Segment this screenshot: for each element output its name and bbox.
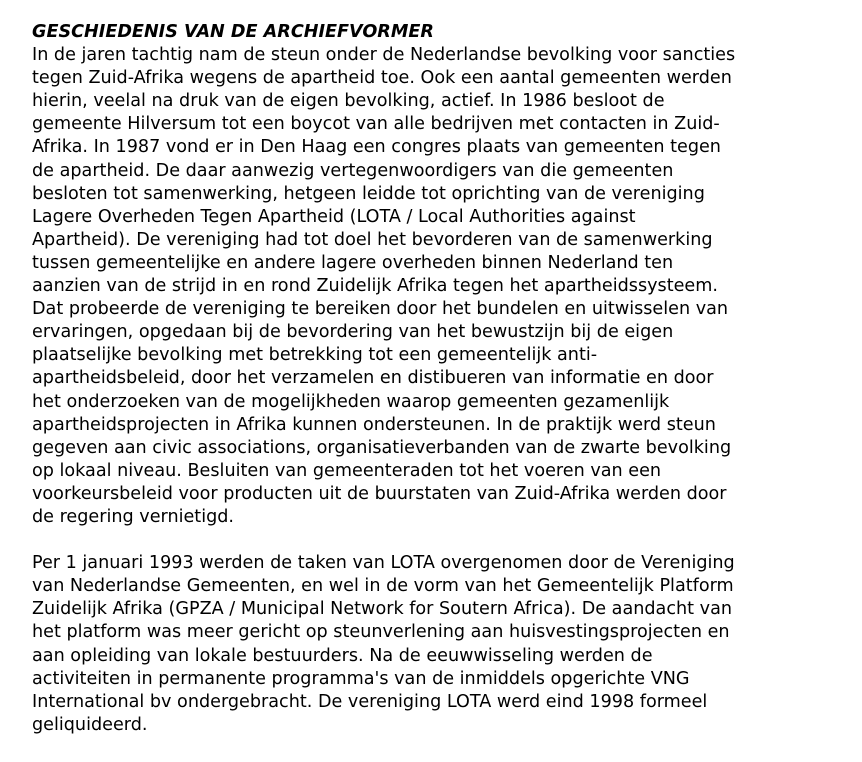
text-line: gemeente Hilversum tot een boycot van alle bedrijven met contacten in Zuid-	[32, 114, 720, 135]
document	[32, 21, 832, 737]
text-line: Afrika. In 1987 vond er in Den Haag een congres plaats van gemeenten tegen	[32, 137, 721, 158]
text-line: aanzien van de strijd in en rond Zuidelijk Afrika tegen het apartheidssysteem.	[32, 276, 718, 297]
text-line: het platform was meer gericht op steunverlening aan huisvestingsprojecten en	[32, 622, 730, 643]
text-line: op lokaal niveau. Besluiten van gemeenteraden tot het voeren van een	[32, 460, 662, 481]
text-line: plaatselijke bevolking met betrekking tot een gemeentelijk anti-	[32, 345, 598, 366]
text-line: Dat probeerde de vereniging te bereiken door het bundelen en uitwisselen van	[32, 299, 729, 320]
text-line: de apartheid. De daar aanwezig vertegenwoordigers van die gemeenten	[32, 160, 674, 181]
text-line: de regering vernietigd.	[32, 506, 235, 527]
text-line: Per 1 januari 1993 werden de taken van LOTA overgenomen door de Vereniging	[32, 553, 735, 574]
text-line: van Nederlandse Gemeenten, en wel in de vorm van het Gemeentelijk Platform	[32, 576, 734, 597]
paragraph-vng-transfer	[32, 552, 832, 737]
text-line: apartheidsprojecten in Afrika kunnen ondersteunen. In de praktijk werd steun	[32, 414, 716, 435]
text-line: besloten tot samenwerking, hetgeen leidde tot oprichting van de vereniging	[32, 183, 705, 204]
text-line: apartheidsbeleid, door het verzamelen en distibueren van informatie en door	[32, 368, 714, 389]
text-line: activiteiten in permanente programma's van de inmiddels opgerichte VNG	[32, 668, 690, 689]
section-heading: GESCHIEDENIS VAN DE ARCHIEFVORMER	[32, 22, 434, 42]
text-line: aan opleiding van lokale bestuurders. Na de eeuwwisseling werden de	[32, 645, 653, 666]
text-line: ervaringen, opgedaan bij de bevordering van het bewustzijn bij de eigen	[32, 322, 674, 343]
text-line: voorkeursbeleid voor producten uit de buurstaten van Zuid-Afrika werden door	[32, 483, 727, 504]
text-line: Lagere Overheden Tegen Apartheid (LOTA / Local Authorities against	[32, 206, 636, 227]
text-line: geliquideerd.	[32, 714, 148, 735]
text-line: In de jaren tachtig nam de steun onder de Nederlandse bevolking voor sancties	[32, 45, 736, 66]
text-line: het onderzoeken van de mogelijkheden waarop gemeenten gezamenlijk	[32, 391, 670, 412]
text-line: International bv ondergebracht. De vereniging LOTA werd eind 1998 formeel	[32, 691, 708, 712]
text-line: Apartheid). De vereniging had tot doel het bevorderen van de samenwerking	[32, 229, 713, 250]
text-line: tegen Zuid-Afrika wegens de apartheid toe. Ook een aantal gemeenten werden	[32, 68, 732, 89]
paragraph-lota-history	[32, 44, 832, 529]
text-line: Zuidelijk Afrika (GPZA / Municipal Network for Soutern Africa). De aandacht van	[32, 599, 732, 620]
text-line: tussen gemeentelijke en andere lagere overheden binnen Nederland ten	[32, 252, 674, 273]
text-line: hierin, veelal na druk van de eigen bevolking, actief. In 1986 besloot de	[32, 91, 665, 112]
text-line: gegeven aan civic associations, organisatieverbanden van de zwarte bevolking	[32, 437, 732, 458]
